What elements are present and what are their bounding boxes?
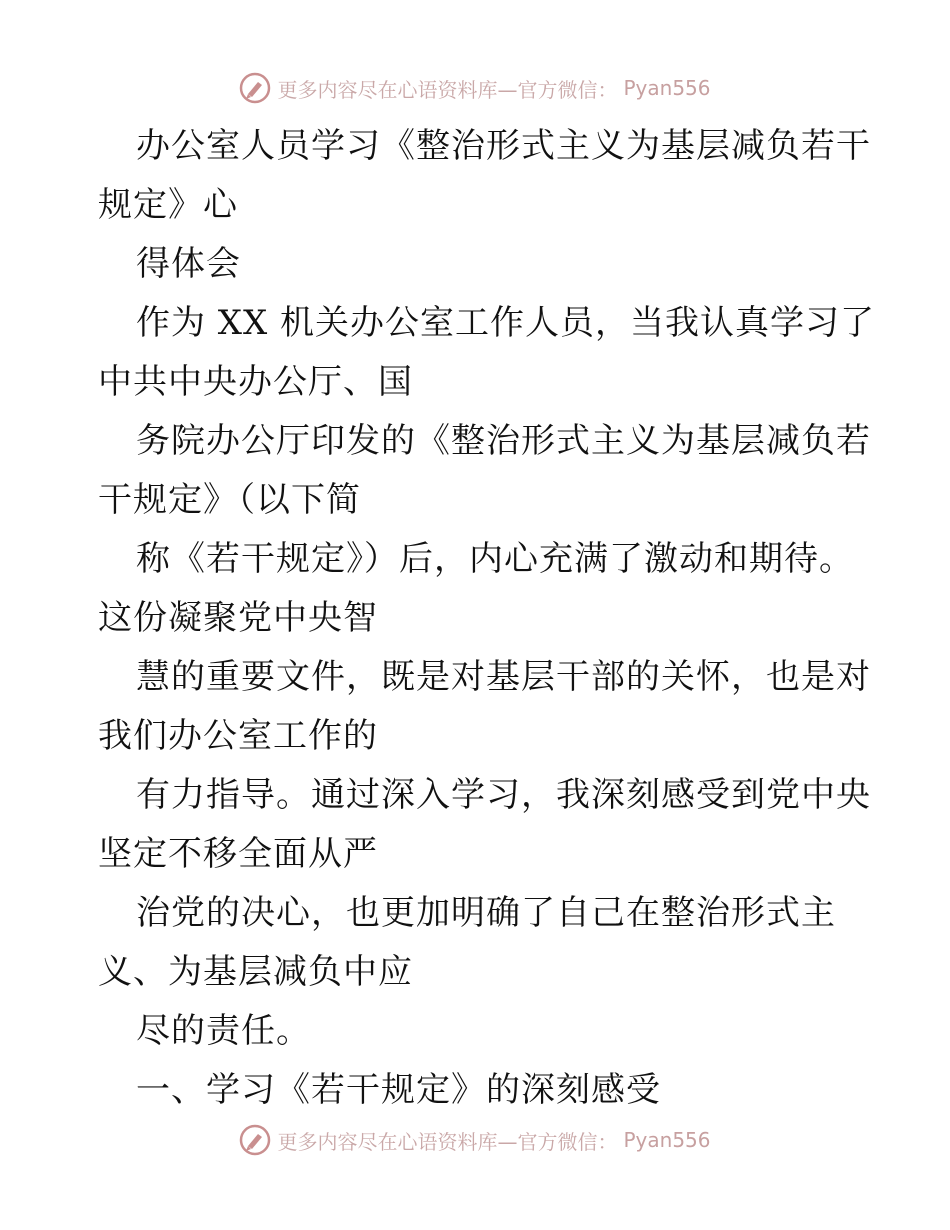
text-line: 办公室人员学习《整治形式主义为基层减负若干 [136,126,871,166]
text-line: 得体会 [136,244,241,284]
pen-nib-logo-icon [239,72,271,104]
header-watermark [0,72,950,104]
text-line: 有力指导。通过深入学习，我深刻感受到党中央 [136,775,871,815]
text-line: 规定》心 [98,185,238,225]
text-line: 干规定》（以下简 [98,480,361,520]
text-line: 中共中央办公厅、国 [98,362,413,402]
watermark-wechat-id: Pyan556 [623,76,711,100]
footer-watermark [0,1124,950,1156]
text-line: 我们办公室工作的 [98,716,378,756]
text-line: 尽的责任。 [136,1011,311,1051]
section-heading: 一、学习《若干规定》的深刻感受 [136,1070,661,1110]
watermark-wechat-id: Pyan556 [623,1128,711,1152]
text-line: 称《若干规定》）后，内心充满了激动和期待。 [136,539,854,579]
text-line: 务院办公厅印发的《整治形式主义为基层减负若 [136,421,871,461]
text-line: 坚定不移全面从严 [98,834,378,874]
text-line: 慧的重要文件，既是对基层干部的关怀，也是对 [136,657,871,697]
text-line: 治党的决心，也更加明确了自己在整治形式主 [136,893,836,933]
watermark-text: 更多内容尽在心语资料库—官方微信： [277,1129,618,1154]
watermark-text: 更多内容尽在心语资料库—官方微信： [277,77,618,102]
document-body [98,118,876,1121]
text-line: 义、为基层减负中应 [98,952,413,992]
text-line: 这份凝聚党中央智 [98,598,378,638]
pen-nib-logo-icon [239,1124,271,1156]
text-line: 作为 XX 机关办公室工作人员，当我认真学习了 [136,303,876,343]
